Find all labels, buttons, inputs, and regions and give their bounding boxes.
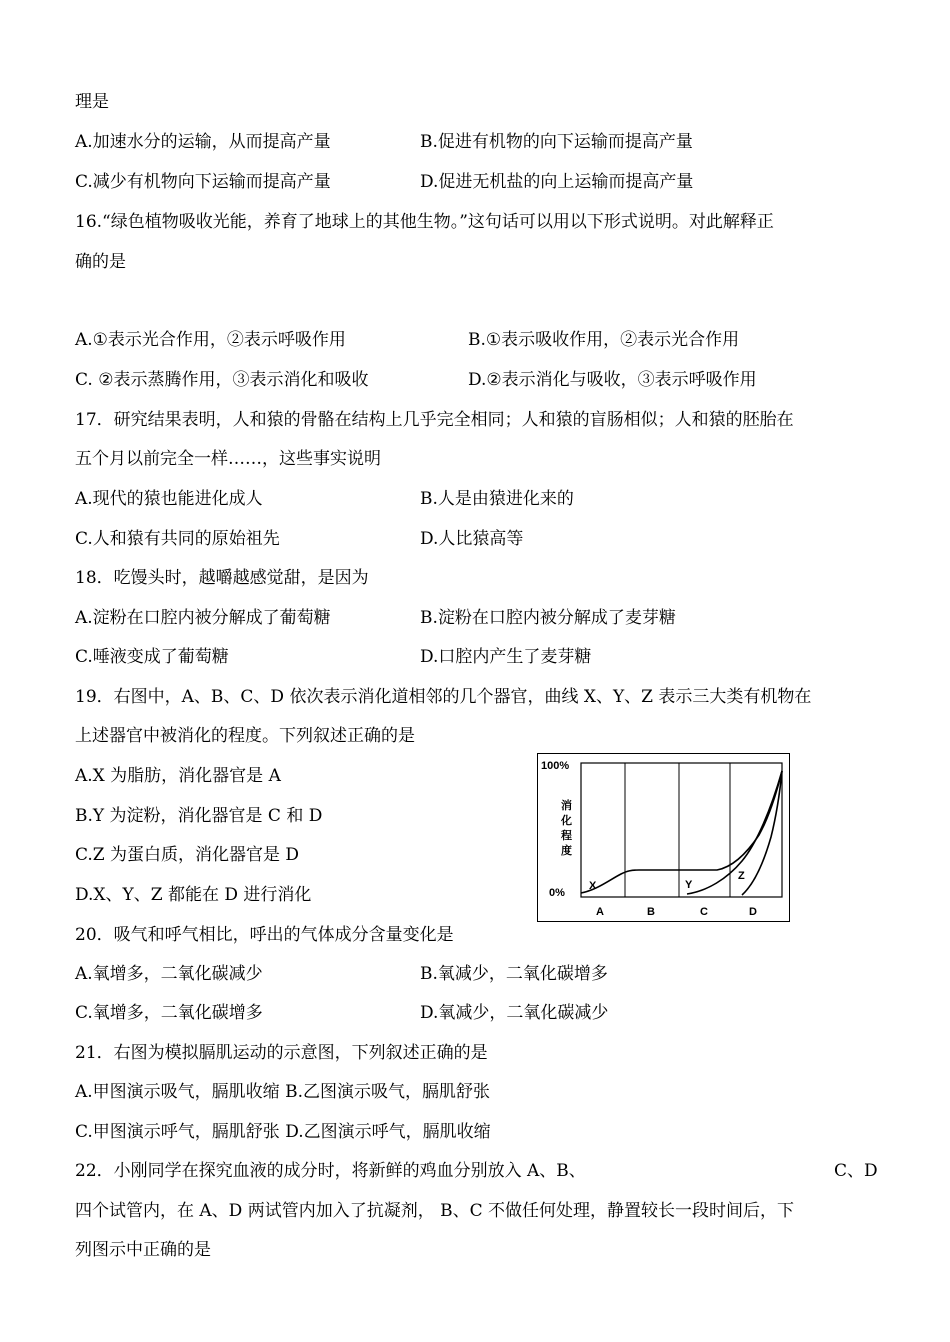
x-label-b: B [647, 906, 655, 918]
curve-label-x: X [589, 880, 597, 892]
x-label-d: D [749, 906, 757, 918]
y-axis-bottom-label: 0% [549, 887, 565, 899]
y-axis-top-label: 100% [541, 760, 570, 772]
y-axis-title-char-1: 消 [561, 800, 572, 812]
digestion-degree-figure [537, 753, 790, 922]
q20-option-d: D.氧减少，二氧化碳减少 [420, 1003, 609, 1023]
q17-option-d: D.人比猿高等 [420, 529, 524, 549]
q21-options-cd: C.甲图演示呼气，膈肌舒张 D.乙图演示呼气，膈肌收缩 [75, 1122, 491, 1142]
q16-stem-line2: 确的是 [75, 252, 126, 272]
y-axis-title-char-2: 化 [561, 815, 572, 827]
q15-option-c: C.减少有机物向下运输而提高产量 [75, 172, 331, 192]
x-label-a: A [596, 906, 604, 918]
q19-option-a: A.X 为脂肪，消化器官是 A [75, 766, 281, 786]
q17-option-b: B.人是由猿进化来的 [420, 489, 574, 509]
q16-option-b: B.①表示吸收作用，②表示光合作用 [468, 330, 740, 350]
q16-option-c: C. ②表示蒸腾作用，③表示消化和吸收 [75, 370, 369, 390]
q18-option-c: C.唾液变成了葡萄糖 [75, 647, 229, 667]
q20-option-b: B.氧减少，二氧化碳增多 [420, 964, 608, 984]
q16-stem-line1: 16.“绿色植物吸收光能，养育了地球上的其他生物。”这句话可以用以下形式说明。对此解释正 [75, 212, 774, 232]
q15-option-d: D.促进无机盐的向上运输而提高产量 [420, 172, 694, 192]
q15-stem-tail: 理是 [75, 92, 109, 112]
q20-option-c: C.氧增多，二氧化碳增多 [75, 1003, 263, 1023]
q22-stem-line1-left: 22．小刚同学在探究血液的成分时，将新鲜的鸡血分别放入 A、B、 [75, 1161, 586, 1181]
q22-stem-line2: 四个试管内，在 A、D 两试管内加入了抗凝剂， B、C 不做任何处理，静置较长一段时间后，下 [75, 1201, 795, 1221]
q17-option-c: C.人和猿有共同的原始祖先 [75, 529, 280, 549]
q21-options-ab: A.甲图演示吸气，膈肌收缩 B.乙图演示吸气，膈肌舒张 [75, 1082, 490, 1102]
q15-option-b: B.促进有机物的向下运输而提高产量 [420, 132, 693, 152]
q18-option-b: B.淀粉在口腔内被分解成了麦芽糖 [420, 608, 676, 628]
q21-stem: 21．右图为模拟膈肌运动的示意图，下列叙述正确的是 [75, 1043, 488, 1063]
q22-stem-line3: 列图示中正确的是 [75, 1240, 211, 1260]
curve-label-y: Y [685, 879, 693, 891]
q18-stem: 18．吃馒头时，越嚼越感觉甜，是因为 [75, 568, 369, 588]
q19-option-b: B.Y 为淀粉，消化器官是 C 和 D [75, 806, 323, 826]
figure-border [538, 754, 790, 922]
q16-option-d: D.②表示消化与吸收，③表示呼吸作用 [468, 370, 757, 390]
q20-option-a: A.氧增多，二氧化碳减少 [75, 964, 263, 984]
q17-stem-line2: 五个月以前完全一样……，这些事实说明 [75, 449, 381, 469]
q19-option-d: D.X、Y、Z 都能在 D 进行消化 [75, 885, 312, 905]
curve-label-z: Z [738, 870, 745, 882]
q19-stem-line2: 上述器官中被消化的程度。下列叙述正确的是 [75, 726, 415, 746]
x-label-c: C [700, 906, 708, 918]
y-axis-title-char-4: 度 [561, 845, 572, 857]
q19-option-c: C.Z 为蛋白质，消化器官是 D [75, 845, 300, 865]
q19-stem-line1: 19．右图中，A、B、C、D 依次表示消化道相邻的几个器官，曲线 X、Y、Z 表示三大类有机物在 [75, 687, 812, 707]
q17-stem-line1: 17．研究结果表明，人和猿的骨骼在结构上几乎完全相同；人和猿的盲肠相似；人和猿的胚胎在 [75, 410, 794, 430]
q15-option-a: A.加速水分的运输，从而提高产量 [75, 132, 331, 152]
y-axis-title-char-3: 程 [561, 830, 572, 842]
q17-option-a: A.现代的猿也能进化成人 [75, 489, 263, 509]
q22-stem-line1-right: C、D [834, 1161, 878, 1181]
q20-stem: 20．吸气和呼气相比，呼出的气体成分含量变化是 [75, 925, 454, 945]
q18-option-a: A.淀粉在口腔内被分解成了葡萄糖 [75, 608, 331, 628]
q16-option-a: A.①表示光合作用，②表示呼吸作用 [75, 330, 346, 350]
q18-option-d: D.口腔内产生了麦芽糖 [420, 647, 592, 667]
